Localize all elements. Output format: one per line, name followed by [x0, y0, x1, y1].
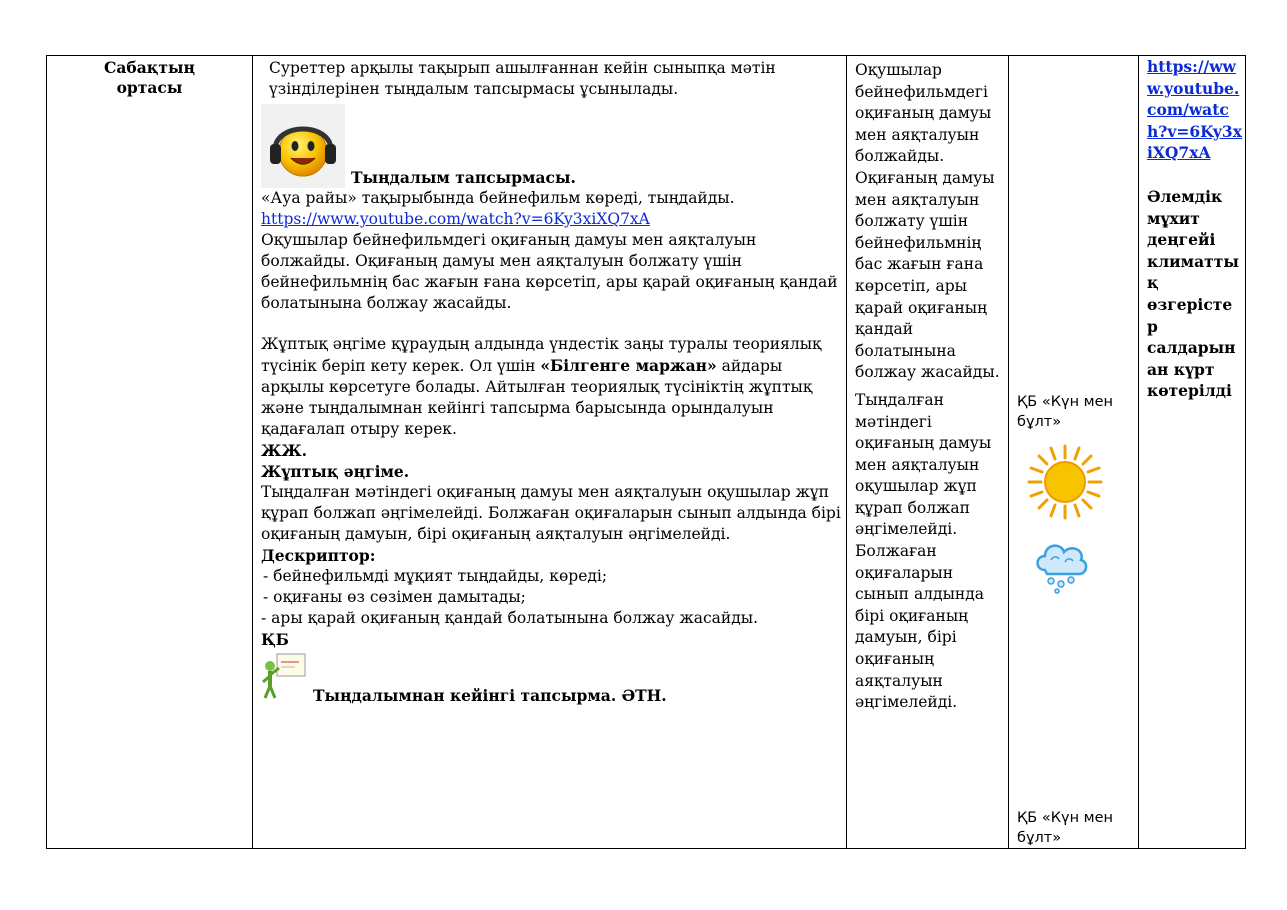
- intro-line1: Суреттер арқылы тақырып ашылғаннан кейін сыныпқа мәтін: [269, 59, 776, 77]
- listening-task-row: [261, 100, 841, 188]
- headphone-smiley-icon: [261, 104, 345, 188]
- theory-paragraph: [261, 334, 841, 440]
- descriptor-item: - ары қарай оқиғаның қандай болатынына болжау жасайды.: [261, 609, 759, 627]
- listening-task-label: Тыңдалым тапсырмасы.: [351, 168, 576, 187]
- assessment-label-1: ҚБ «Күн мен бұлт»: [1017, 394, 1114, 430]
- pair-talk-heading: Жұптық әңгіме.: [261, 462, 410, 481]
- theory-text-a: Жұптық әңгіме құраудың алдында үндестік заңы туралы теориялық түсінік беріп кету керек. Ол үшін: [261, 335, 822, 375]
- descriptor-item: - бейнефильмді мұқият тыңдайды, көреді;: [263, 567, 608, 585]
- stage-title: [47, 56, 252, 98]
- stick-figure-board-icon: [261, 652, 307, 706]
- kb-label: ҚБ: [261, 630, 289, 649]
- lesson-plan-table: [46, 55, 1246, 849]
- student-action-2: Тыңдалған мәтіндегі оқиғаның дамуы мен аяқталуын оқушылар жұп құрап болжап әңгімелейді. Болжаған оқиғаларын сынып алдында бірі оқиғаның дамуын, бірі оқиғаның аяқталуын әңгімелейді.: [855, 390, 992, 712]
- stage-title-line2: ортасы: [116, 78, 183, 97]
- descriptor-item: - оқиғаны өз сөзімен дамытады;: [263, 588, 526, 606]
- predict-paragraph: Оқушылар бейнефильмдегі оқиғаның дамуы мен аяқталуын болжайды. Оқиғаның дамуы мен аяқталуын болжату үшін бейнефильмнің бас жағын ғана көрсетіп, ары қарай оқиғаның қандай болатынына болжау жасайды.: [261, 231, 838, 312]
- descriptor-heading: Дескриптор:: [261, 546, 376, 565]
- assessment-column: [1009, 56, 1139, 848]
- video-link[interactable]: https://www.youtube.com/watch?v=6Ky3xiXQ7xA: [261, 210, 650, 228]
- after-listening-row: [261, 652, 841, 706]
- student-actions-column: [847, 56, 1009, 848]
- resources-column: [1139, 56, 1247, 848]
- assessment-label-2: ҚБ «Күн мен бұлт»: [1017, 810, 1114, 846]
- after-listening-label: Тыңдалымнан кейінгі тапсырма. ӘТН.: [313, 686, 667, 705]
- theory-bold: «Білгенге маржан»: [540, 356, 717, 375]
- cloud-icon: [1031, 534, 1089, 598]
- resource-note: Әлемдік мұхит деңгейі климаттық өзгерістер салдарынан күрт көтерілді: [1147, 186, 1239, 401]
- theory-text-b: айдары арқылы көрсетуге болады. Айтылған теориялық түсініктің жұптық және тыңдалымнан кейінгі тапсырма барысында орындалуын қадағалап отыру керек.: [261, 357, 813, 438]
- activities-column: [253, 56, 847, 848]
- stage-title-line1: Сабақтың: [104, 58, 195, 77]
- sun-icon: [1027, 444, 1103, 524]
- student-action-1: Оқушылар бейнефильмдегі оқиғаның дамуы мен аяқталуын болжайды. Оқиғаның дамуы мен аяқталуын болжату үшін бейнефильмнің бас жағын ғана көрсетіп, ары қарай оқиғаның қандай болатынына болжау жасайды.: [855, 61, 1000, 382]
- jj-label: ЖЖ.: [261, 441, 308, 460]
- intro-line2: үзінділерінен тыңдалым тапсырмасы ұсынылады.: [269, 80, 679, 98]
- stage-column: [47, 56, 253, 848]
- resource-video-link[interactable]: https://www.youtube.com/watch?v=6Ky3xiXQ7xA: [1147, 57, 1242, 163]
- watch-line: «Ауа райы» тақырыбында бейнефильм көреді, тыңдайды.: [261, 189, 735, 207]
- pair-talk-text: Тыңдалған мәтіндегі оқиғаның дамуы мен аяқталуын оқушылар жұп құрап болжап әңгімелейді. Болжаған оқиғаларын сынып алдында бірі оқиғаның дамуын, бірі оқиғаның аяқталуын әңгімелейді.: [261, 483, 841, 543]
